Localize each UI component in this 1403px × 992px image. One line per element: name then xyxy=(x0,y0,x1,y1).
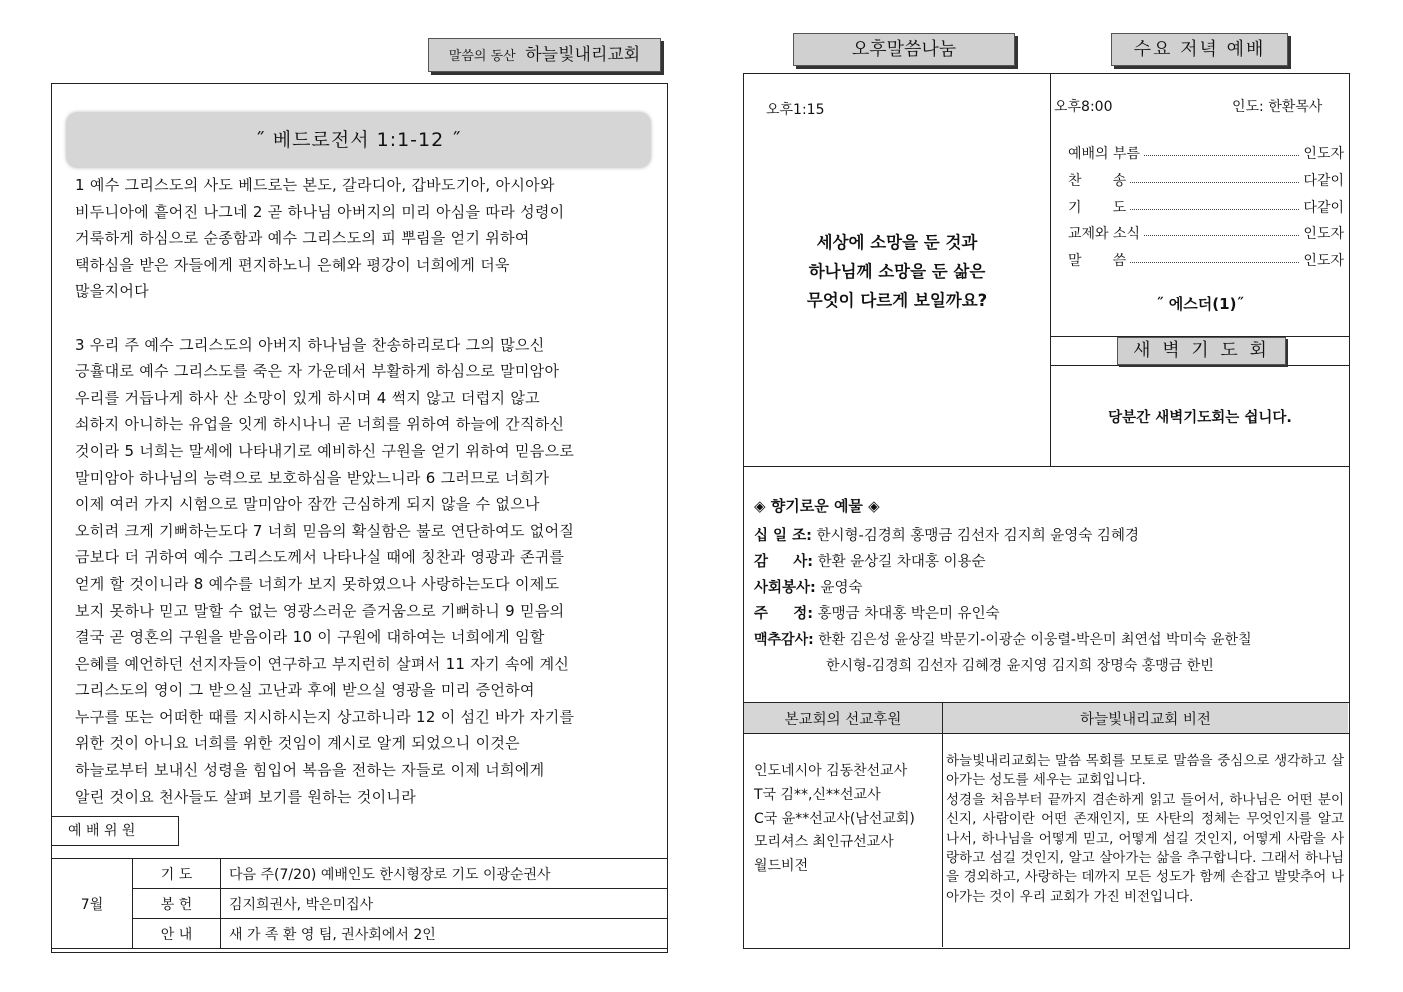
dawn-prayer-notice: 당분간 새벽기도회는 쉽니다. xyxy=(1108,410,1292,426)
order-row xyxy=(1068,169,1344,191)
afternoon-question xyxy=(746,228,1048,315)
order-who: 인도자 xyxy=(1303,146,1344,162)
question-line: 세상에 소망을 둔 것과 xyxy=(816,233,978,252)
church-motto: 말씀의 동산 xyxy=(448,49,516,64)
wednesday-sermon: ˝ 에스더(1)˝ xyxy=(1156,295,1244,313)
wednesday-tag xyxy=(1111,33,1288,66)
offering-label: 십 일 조: xyxy=(754,528,812,544)
scripture-text: 1 예수 그리스도의 사도 베드로는 본도, 갈라디아, 갑바도기아, 아시아와 비두니아에 흩어진 나그네 2 곧 하나님 아버지의 미리 아심을 따라 성령이 거룩하게 하심으로 순종함과 예수 그리스도의 피 뿌림을 얻기 위하여 택하심을 받은 자들에게 편지하노니 은혜와 평강이 너희에게 더욱 많을지어다 3 우리 주 예수 그리스도의 아버지 하나님을 찬송하리로다 그의 많으신 긍휼대로 예수 그리스도를 죽은 자 가운데서 부활하게 하심으로 말미암아 우리를 거듭나게 하사 산 소망이 있게 하시며 4 썩지 않고 더럽지 않고 쇠하지 아니하는 유업을 잇게 하시나니 곧 너희를 위하여 하늘에 간직하신 것이라 5 너희는 말세에 나타내기로 예비하신 구원을 얻기 위하여 믿음으로 말미암아 하나님의 능력으로 보호하심을 받았느니라 6 그러므로 너희가 이제 여러 가지 시험으로 말미암아 잠깐 근심하게 되지 않을 수 없으나 오히려 크게 기뻐하는도다 7 너희 믿음의 확실함은 불로 연단하여도 없어질 금보다 더 귀하여 예수 그리스도께서 나타나실 때에 칭찬과 영광과 존귀를 얻게 할 것이니라 8 예수를 너희가 보지 못하였으나 사랑하는도다 이제도 보지 못하나 믿고 말할 수 없는 영광스러운 즐거움으로 기뻐하니 9 믿음의 결국 곧 영혼의 구원을 받음이라 10 이 구원에 대하여는 너희에게 임할 은혜를 예언하던 선지자들이 연구하고 부지런히 살펴서 11 자기 속에 계신 그리스도의 영이 그 받으실 고난과 후에 받으실 영광을 미리 증언하여 누구를 또는 어떠한 때를 지시하시는지 상고하니라 12 이 섬긴 바가 자기를 위한 것이 아니요 너희를 위한 것임이 계시로 알게 되었으니 이것은 하늘로부터 보내신 성령을 힘입어 복음을 전하는 자들로 이제 너희에게 알린 것이요 천사들도 살펴 보기를 원하는 것이니라 xyxy=(75,176,575,806)
order-who: 인도자 xyxy=(1303,226,1344,242)
scripture-title-bar xyxy=(67,113,650,167)
leader-dots xyxy=(1130,209,1299,210)
missions-heading: 본교회의 선교후원 xyxy=(784,712,902,728)
offering-names: 한시형-김경희 김선자 김혜경 윤지영 김지희 장명숙 홍맹금 한빈 xyxy=(826,658,1214,674)
leader-dots xyxy=(1130,182,1299,183)
leader-dots xyxy=(1144,155,1299,156)
divider xyxy=(743,733,1349,734)
offering-names: 한시형-김경희 홍맹금 김선자 김지희 윤영숙 김혜경 xyxy=(816,528,1139,544)
list-item: T국 김**,신**선교사 xyxy=(754,786,881,803)
question-line: 무엇이 다르게 보일까요? xyxy=(806,291,988,310)
order-item: 기 도 xyxy=(1068,200,1127,216)
offering-label: 맥추감사: xyxy=(754,632,814,648)
offering-names: 홍맹금 차대홍 박은미 유인숙 xyxy=(817,606,1000,622)
table-row xyxy=(52,859,668,889)
table-row xyxy=(52,889,668,919)
list-item: 인도네시아 김동찬선교사 xyxy=(754,763,908,779)
wednesday-leader: 인도: 한환목사 xyxy=(1232,99,1323,115)
offering-row xyxy=(754,629,1252,649)
offering-row xyxy=(754,550,986,571)
role-detail: 다음 주(7/20) 예배인도 한시형장로 기도 이광순권사 xyxy=(221,859,668,889)
church-name-tag xyxy=(428,38,661,72)
list-item: 월드비전 xyxy=(754,858,809,875)
leader-dots xyxy=(1130,262,1299,263)
worship-roles-heading: 예 배 위 원 xyxy=(68,823,136,839)
role-label: 기 도 xyxy=(133,859,221,889)
afternoon-time: 오후1:15 xyxy=(766,102,825,118)
worship-roles-heading-box xyxy=(51,816,179,846)
missions-list xyxy=(754,760,915,879)
list-item: 모리셔스 최인규선교사 xyxy=(754,834,894,851)
afternoon-tag-label: 오후말씀나눔 xyxy=(851,39,957,60)
offering-label: 주 정: xyxy=(754,606,814,622)
dawn-prayer-tag xyxy=(1117,337,1286,365)
offering-names: 윤영숙 xyxy=(820,580,863,596)
worship-roles-table xyxy=(51,858,668,949)
divider xyxy=(743,466,1349,467)
order-who: 다같이 xyxy=(1303,200,1344,216)
dawn-prayer-tag-label: 새 벽 기 도 회 xyxy=(1133,340,1270,361)
offering-label: 감 사: xyxy=(754,554,814,570)
order-item: 말 씀 xyxy=(1068,253,1127,269)
wednesday-time: 오후8:00 xyxy=(1054,99,1113,115)
question-line: 하나님께 소망을 둔 삶은 xyxy=(808,262,986,281)
divider xyxy=(942,702,943,947)
order-row xyxy=(1068,196,1344,218)
role-detail: 김지희권사, 박은미집사 xyxy=(221,889,668,919)
offering-row xyxy=(826,655,1214,675)
order-item: 찬 송 xyxy=(1068,173,1127,189)
vision-heading: 하늘빛내리교회 비전 xyxy=(1080,712,1211,728)
offering-label: 사회봉사: xyxy=(754,580,816,596)
offering-row xyxy=(754,524,1139,545)
church-name: 하늘빛내리교회 xyxy=(525,45,641,65)
offerings-heading: ◈ 향기로운 예물 ◈ xyxy=(754,497,880,515)
role-label: 안 내 xyxy=(133,919,221,949)
offering-row xyxy=(754,576,862,597)
divider xyxy=(1050,365,1349,366)
roles-month: 7월 xyxy=(52,859,133,949)
order-row xyxy=(1068,222,1344,244)
afternoon-tag xyxy=(793,33,1015,66)
divider xyxy=(1050,73,1051,466)
order-item: 예배의 부름 xyxy=(1068,146,1141,162)
wednesday-tag-label: 수요 저녁 예배 xyxy=(1133,39,1266,60)
table-row xyxy=(52,919,668,949)
order-who: 인도자 xyxy=(1303,253,1344,269)
list-item: C국 윤**선교사(남선교회) xyxy=(754,810,915,827)
order-who: 다같이 xyxy=(1303,173,1344,189)
vision-text: 하늘빛내리교회는 말씀 목회를 모토로 말씀을 중심으로 생각하고 살아가는 성도를 세우는 교회입니다. 성경을 처음부터 끝까지 겸손하게 읽고 들어서, 하나님은 어떤 분이신지, 사람이란 어떤 존재인지, 또 사탄의 정체는 무엇인지를 알고 나서, 하나님을 어떻게 믿고, 어떻게 섬길 것인지, 어떻게 사람을 사랑하고 섬길 것인지, 알고 살아가는 삶을 추구합니다. 그래서 하나님을 경외하고, 사랑하는 데까지 모든 성도가 함께 손잡고 발맞추어 나아가는 것이 우리 교회가 가진 비전입니다. xyxy=(946,753,1344,905)
order-row xyxy=(1068,249,1344,271)
offering-names: 한환 김은성 윤상길 박문기-이광순 이웅렬-박은미 최연섭 박미숙 윤한칠 xyxy=(818,632,1252,648)
order-row xyxy=(1068,142,1344,164)
order-item: 교제와 소식 xyxy=(1068,226,1141,242)
offering-names: 한환 윤상길 차대홍 이용순 xyxy=(817,554,986,570)
offering-row xyxy=(754,602,1000,623)
role-detail: 새 가 족 환 영 팀, 권사회에서 2인 xyxy=(221,919,668,949)
leader-dots xyxy=(1144,235,1299,236)
scripture-title: ˝ 베드로전서 1:1-12 ˝ xyxy=(255,129,462,151)
role-label: 봉 헌 xyxy=(133,889,221,919)
